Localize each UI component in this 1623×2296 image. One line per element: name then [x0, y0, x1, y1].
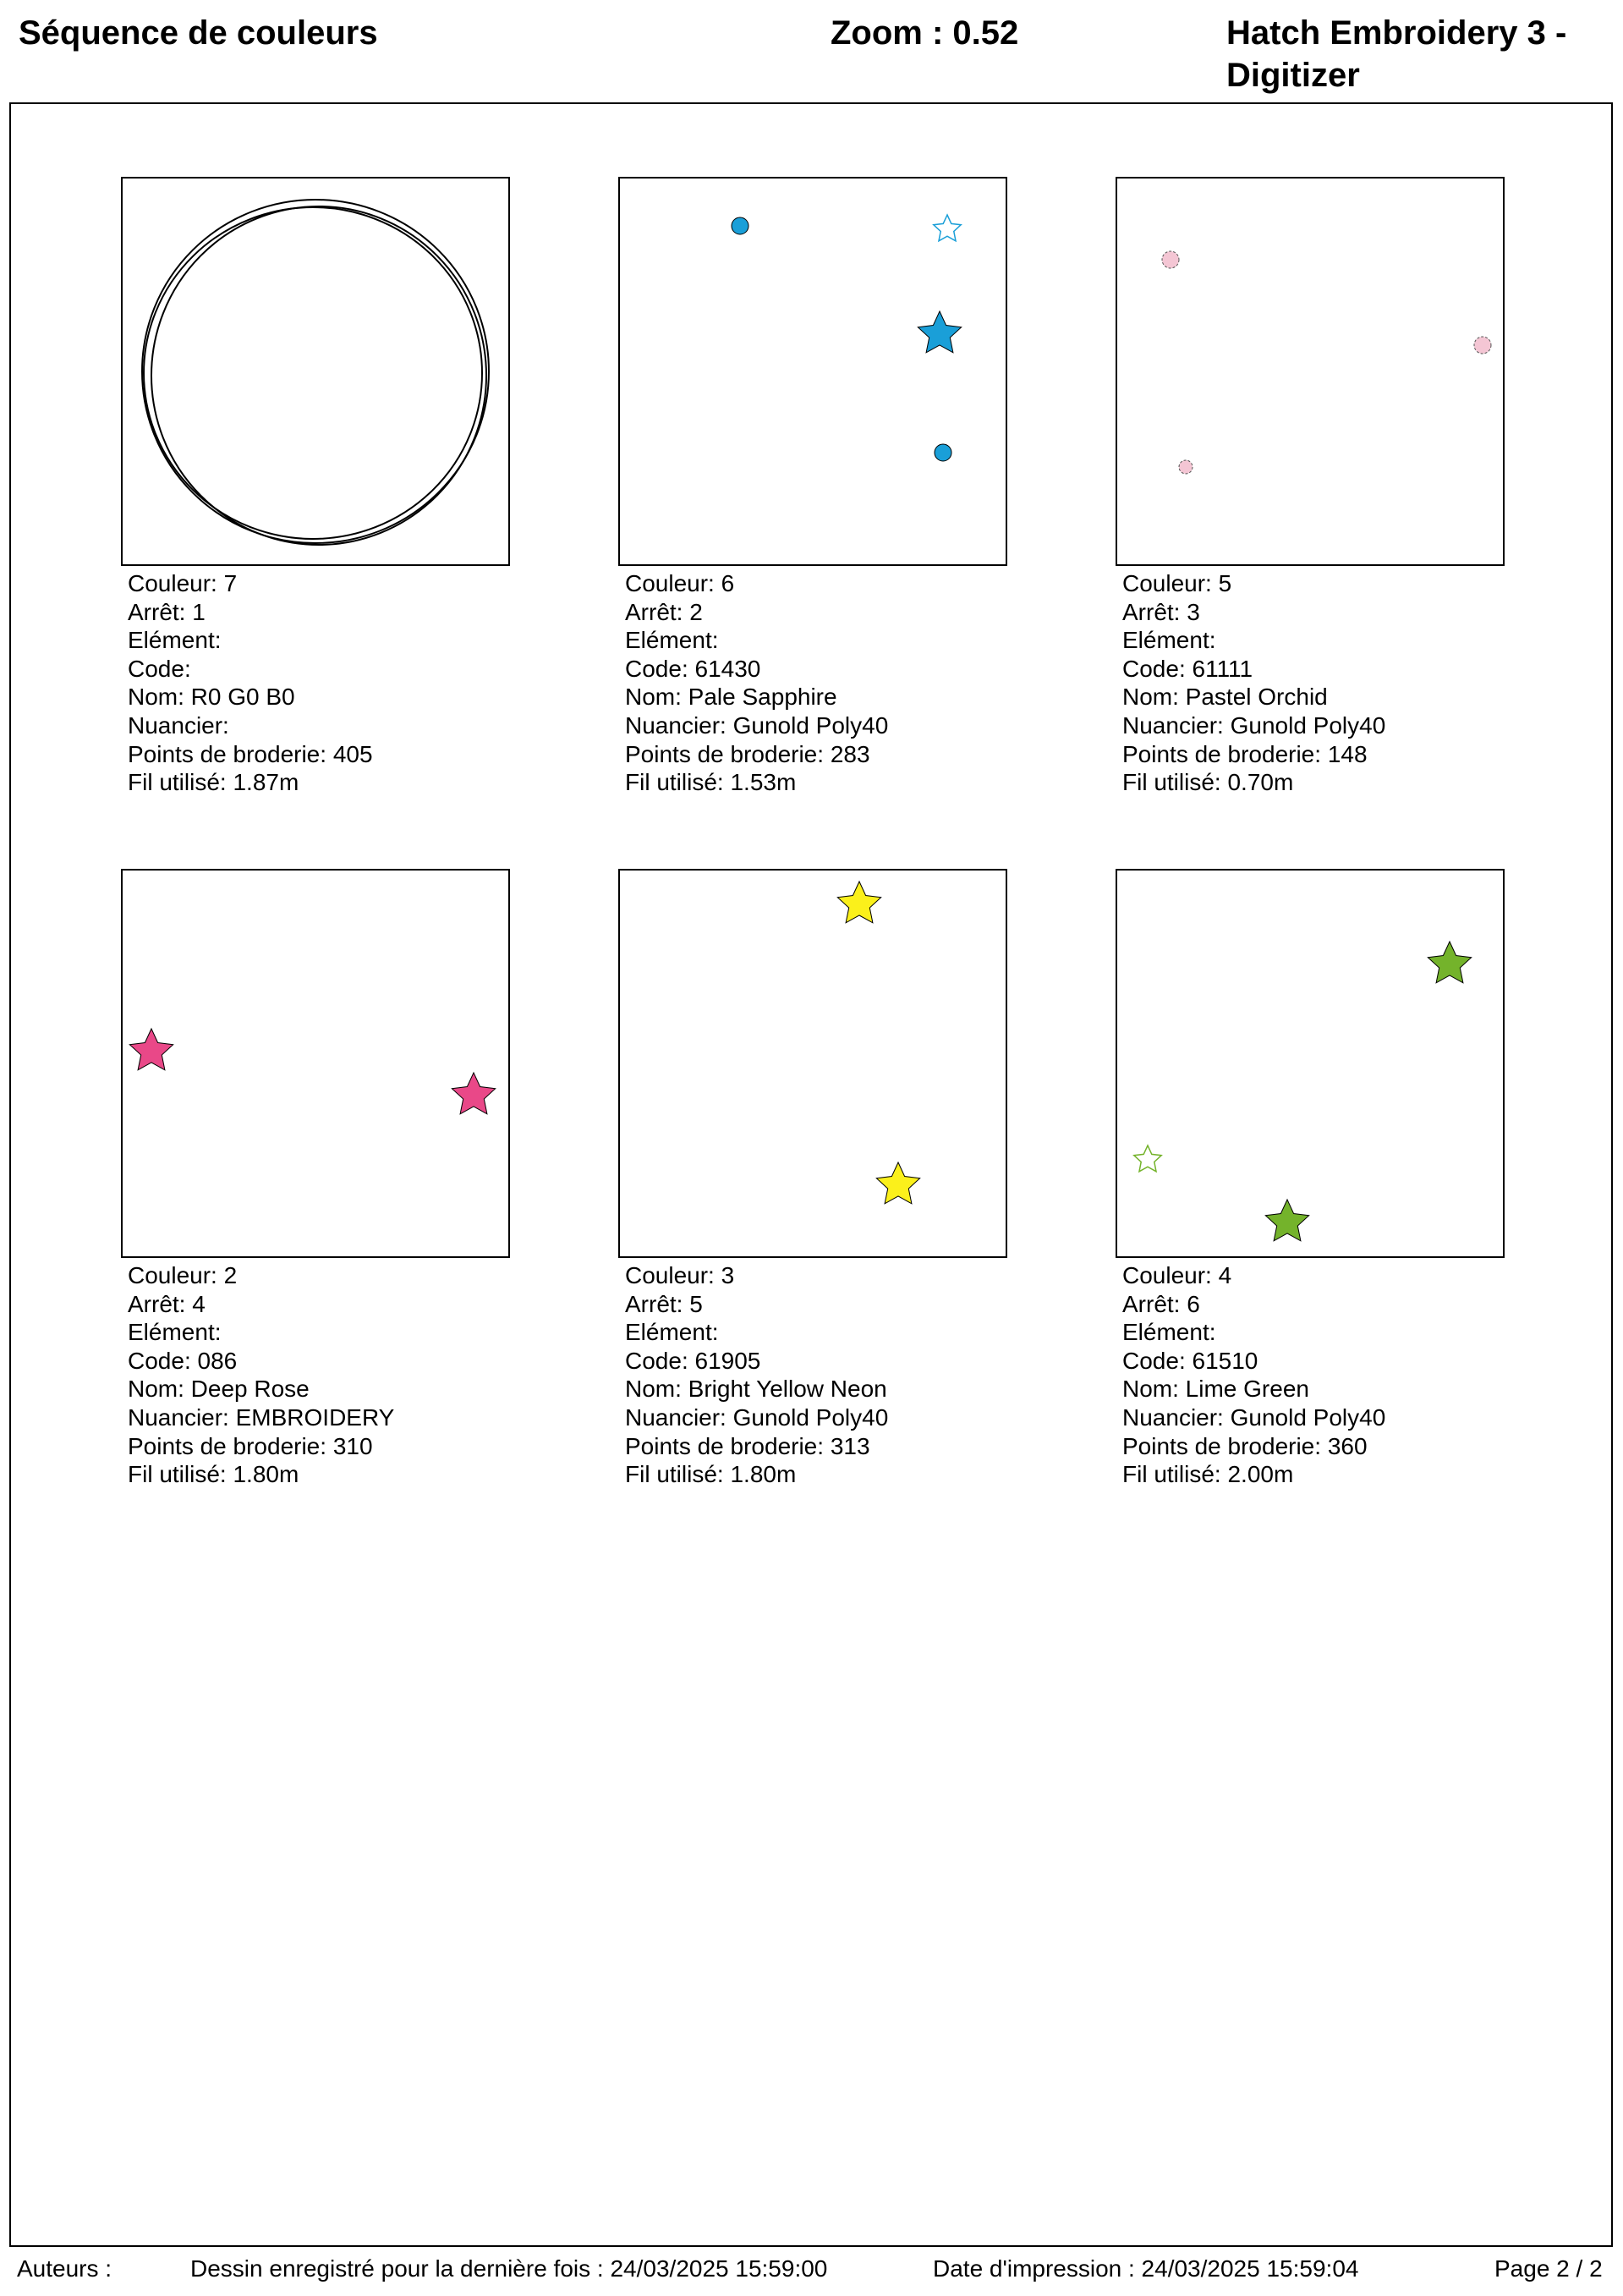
stop-number: Arrêt: 5: [625, 1290, 703, 1317]
dot-shape: [1179, 460, 1193, 474]
star-outline-shape: [1134, 1145, 1161, 1172]
thread-used: Fil utilisé: 0.70m: [1122, 769, 1294, 796]
thread-preview: [1117, 871, 1503, 1256]
stop-number: Arrêt: 6: [1122, 1290, 1200, 1317]
thread-preview-box: [618, 869, 1007, 1258]
color-card-2: [121, 869, 510, 1489]
element-label: Elément:: [128, 1319, 222, 1346]
thread-used: Fil utilisé: 1.53m: [625, 769, 797, 796]
thread-chart: Nuancier: Gunold Poly40: [625, 1403, 889, 1431]
stitch-count: Points de broderie: 310: [128, 1432, 373, 1459]
page-number: Page 2 / 2: [1494, 2255, 1603, 2282]
star-shape: [129, 1029, 173, 1070]
stitch-count: Points de broderie: 405: [128, 740, 373, 767]
thread-used: Fil utilisé: 1.80m: [128, 1461, 299, 1488]
color-card-4: [1116, 869, 1505, 1489]
stitch-count: Points de broderie: 360: [1122, 1432, 1368, 1459]
dot-shape: [935, 444, 951, 461]
thread-preview: [123, 179, 508, 564]
color-sequence-frame: [9, 102, 1613, 2247]
thread-code: Code: 61430: [625, 655, 761, 682]
stop-number: Arrêt: 4: [128, 1290, 206, 1317]
element-label: Elément:: [128, 627, 222, 654]
color-number: Couleur: 7: [128, 570, 238, 596]
thread-used: Fil utilisé: 2.00m: [1122, 1461, 1294, 1488]
thread-name: Nom: R0 G0 B0: [128, 684, 295, 711]
thread-preview: [620, 179, 1006, 564]
zoom-level: Zoom : 0.52: [831, 14, 1019, 52]
saved-date: Dessin enregistré pour la dernière fois : 24/03/2025 15:59:00: [190, 2255, 828, 2282]
thread-preview: [123, 871, 508, 1256]
color-number: Couleur: 3: [625, 1262, 735, 1288]
star-shape: [1265, 1200, 1308, 1241]
color-card-6: [618, 177, 1007, 797]
star-shape: [1428, 942, 1471, 983]
thread-chart: Nuancier: Gunold Poly40: [625, 711, 889, 739]
page-title: Séquence de couleurs: [19, 14, 378, 52]
element-label: Elément:: [625, 1319, 719, 1346]
thread-code: Code: 61111: [1122, 655, 1253, 682]
color-number: Couleur: 5: [1122, 570, 1232, 596]
thread-preview-box: [121, 869, 510, 1258]
color-card-3: [618, 869, 1007, 1489]
stop-number: Arrêt: 1: [128, 598, 206, 625]
authors-label: Auteurs :: [17, 2255, 112, 2282]
thread-preview-box: [1116, 869, 1505, 1258]
stop-number: Arrêt: 3: [1122, 598, 1200, 625]
color-number: Couleur: 6: [625, 570, 735, 596]
star-shape: [837, 882, 880, 923]
stitch-count: Points de broderie: 148: [1122, 740, 1368, 767]
star-outline-shape: [934, 215, 961, 241]
stop-number: Arrêt: 2: [625, 598, 703, 625]
thread-preview-box: [121, 177, 510, 566]
circle-outline-shape: [142, 200, 489, 545]
thread-name: Nom: Deep Rose: [128, 1376, 310, 1403]
print-date: Date d'impression : 24/03/2025 15:59:04: [933, 2255, 1359, 2282]
element-label: Elément:: [625, 627, 719, 654]
dot-shape: [1474, 337, 1491, 354]
thread-name: Nom: Pale Sapphire: [625, 684, 837, 711]
dot-shape: [732, 217, 748, 234]
page-footer: [0, 2252, 1623, 2286]
thread-chart: Nuancier: Gunold Poly40: [1122, 711, 1386, 739]
thread-preview-box: [618, 177, 1007, 566]
star-shape: [876, 1162, 919, 1204]
element-label: Elément:: [1122, 627, 1216, 654]
star-shape: [918, 311, 961, 353]
thread-code: Code:: [128, 655, 191, 682]
thread-preview: [1117, 179, 1503, 564]
thread-preview-box: [1116, 177, 1505, 566]
thread-code: Code: 61905: [625, 1347, 761, 1374]
color-card-7: [121, 177, 510, 797]
star-shape: [452, 1073, 495, 1114]
thread-name: Nom: Bright Yellow Neon: [625, 1376, 887, 1403]
thread-name: Nom: Lime Green: [1122, 1376, 1309, 1403]
stitch-count: Points de broderie: 313: [625, 1432, 870, 1459]
thread-chart: Nuancier: Gunold Poly40: [1122, 1403, 1386, 1431]
element-label: Elément:: [1122, 1319, 1216, 1346]
thread-code: Code: 086: [128, 1347, 238, 1374]
thread-chart: Nuancier: EMBROIDERY: [128, 1403, 395, 1431]
stitch-count: Points de broderie: 283: [625, 740, 870, 767]
dot-shape: [1162, 251, 1179, 268]
thread-used: Fil utilisé: 1.80m: [625, 1461, 797, 1488]
thread-used: Fil utilisé: 1.87m: [128, 769, 299, 796]
thread-code: Code: 61510: [1122, 1347, 1258, 1374]
color-number: Couleur: 4: [1122, 1262, 1232, 1288]
thread-preview: [620, 871, 1006, 1256]
color-number: Couleur: 2: [128, 1262, 238, 1288]
thread-chart: Nuancier:: [128, 711, 229, 739]
thread-name: Nom: Pastel Orchid: [1122, 684, 1328, 711]
color-card-5: [1116, 177, 1505, 797]
app-title: Hatch Embroidery 3 - Digitizer: [1226, 14, 1567, 94]
